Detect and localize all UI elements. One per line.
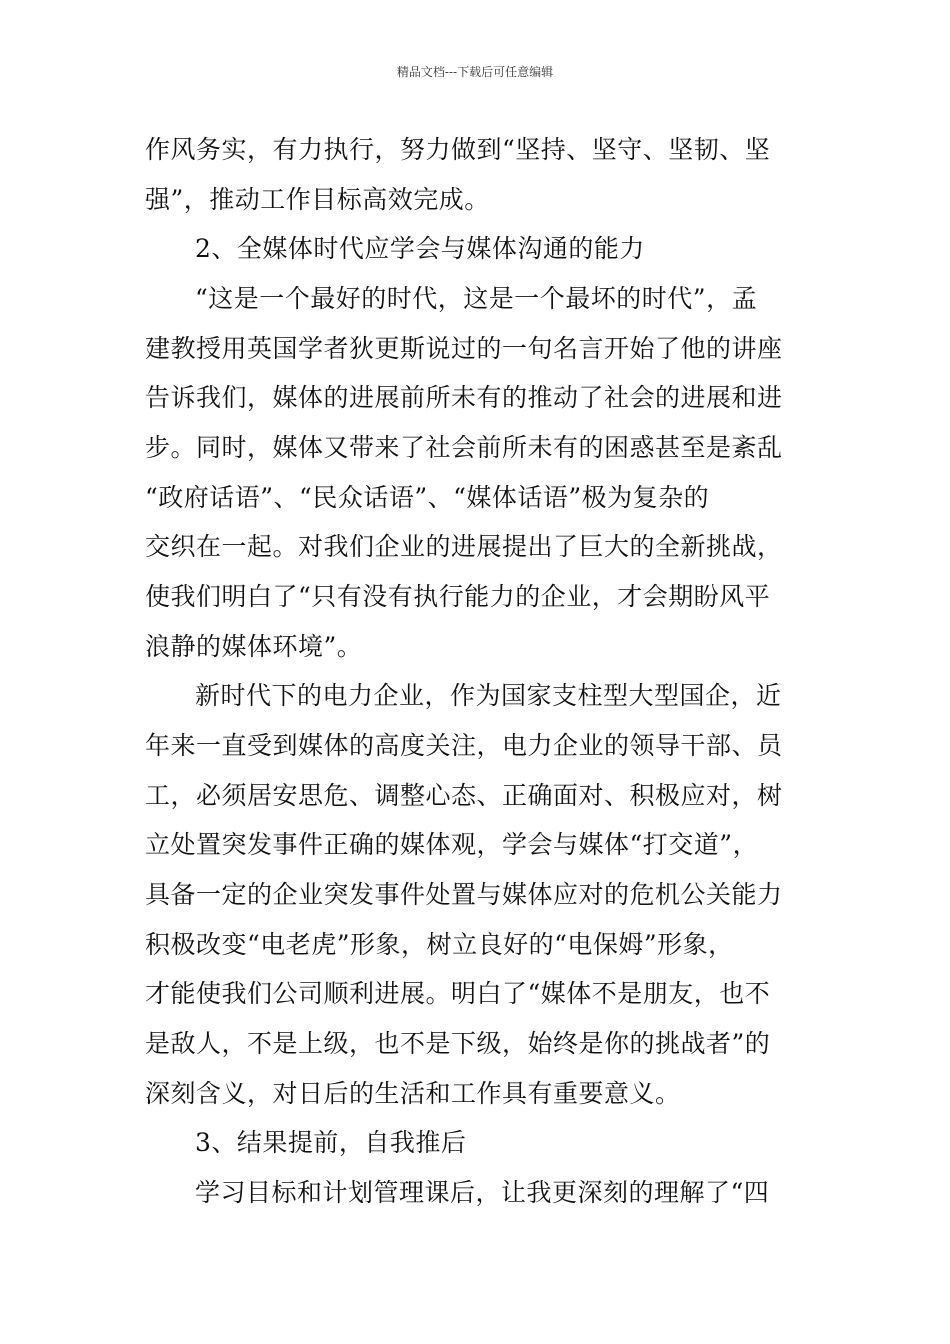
paragraph-line: 积极改变“电老虎”形象，树立良好的“电保姆”形象， bbox=[145, 930, 734, 959]
paragraph-line: 新时代下的电力企业，作为国家支柱型大型国企，近 bbox=[195, 681, 782, 710]
paragraph-line: 才能使我们公司顺利进展。明白了“媒体不是朋友，也不 bbox=[145, 979, 771, 1008]
paragraph-line: 强”，推动工作目标高效完成。 bbox=[145, 185, 490, 214]
paragraph-line: 年来一直受到媒体的高度关注，电力企业的领导干部、员 bbox=[145, 731, 783, 760]
paragraph-line: “政府话语”、“民众话语”、“媒体话语”极为复杂的 bbox=[145, 483, 710, 512]
paragraph-line: 工，必须居安思危、调整心态、正确面对、积极应对，树 bbox=[145, 781, 783, 810]
page-header: 精品文档---下载后可任意编辑 bbox=[396, 65, 554, 79]
paragraph-line: 具备一定的企业突发事件处置与媒体应对的危机公关能力 bbox=[145, 880, 783, 909]
paragraph-line: 使我们明白了“只有没有执行能力的企业，才会期盼风平 bbox=[145, 582, 771, 611]
paragraph-line: 浪静的媒体环境”。 bbox=[145, 632, 363, 661]
paragraph-line: 深刻含义，对日后的生活和工作具有重要意义。 bbox=[145, 1079, 681, 1108]
section-heading: 3、结果提前，自我推后 bbox=[195, 1128, 467, 1157]
paragraph-line: 是敌人，不是上级，也不是下级，始终是你的挑战者”的 bbox=[145, 1029, 771, 1058]
paragraph-line: 交织在一起。对我们企业的进展提出了巨大的全新挑战， bbox=[145, 532, 783, 561]
paragraph-line: 学习目标和计划管理课后，让我更深刻的理解了“四 bbox=[195, 1178, 770, 1207]
paragraph-line: “这是一个最好的时代，这是一个最坏的时代”，孟 bbox=[195, 284, 758, 313]
paragraph-line: 步。同时，媒体又带来了社会前所未有的困惑甚至是紊乱 bbox=[145, 433, 783, 462]
paragraph-line: 告诉我们，媒体的进展前所未有的推动了社会的进展和进 bbox=[145, 383, 783, 412]
paragraph-line: 作风务实，有力执行，努力做到“坚持、坚守、坚韧、坚 bbox=[145, 135, 771, 164]
paragraph-line: 立处置突发事件正确的媒体观，学会与媒体“打交道”， bbox=[145, 830, 759, 859]
paragraph-line: 建教授用英国学者狄更斯说过的一句名言开始了他的讲座 bbox=[145, 334, 783, 363]
section-heading: 2、全媒体时代应学会与媒体沟通的能力 bbox=[195, 234, 645, 263]
